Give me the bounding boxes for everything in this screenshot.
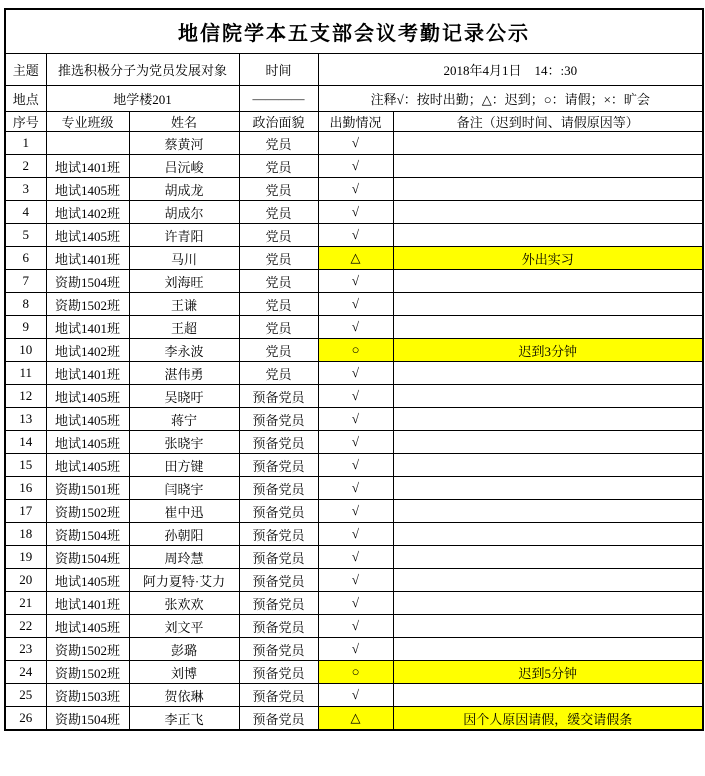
attendance-sheet (4, 8, 704, 731)
attendance-cell: △ (318, 707, 393, 731)
row-number-cell: 8 (5, 293, 46, 316)
remark-cell: 迟到3分钟 (393, 339, 703, 362)
row-number-cell: 1 (5, 132, 46, 155)
row-number-cell: 10 (5, 339, 46, 362)
name-cell: 蒋宁 (129, 408, 239, 431)
class-cell: 地试1405班 (46, 431, 129, 454)
attendance-cell: √ (318, 155, 393, 178)
col-header-name: 姓名 (129, 112, 239, 132)
remark-cell (393, 615, 703, 638)
remark-cell (393, 523, 703, 546)
class-cell: 地试1405班 (46, 615, 129, 638)
row-number-cell: 16 (5, 477, 46, 500)
table-row (5, 408, 703, 431)
class-cell: 地试1405班 (46, 454, 129, 477)
attendance-cell: √ (318, 132, 393, 155)
remark-cell (393, 270, 703, 293)
page-title: 地信院学本五支部会议考勤记录公示 (5, 9, 703, 54)
political-status-cell: 党员 (239, 132, 318, 155)
table-row (5, 477, 703, 500)
attendance-cell: √ (318, 615, 393, 638)
table-row (5, 638, 703, 661)
political-status-cell: 预备党员 (239, 431, 318, 454)
table-row (5, 546, 703, 569)
name-cell: 吕沅峻 (129, 155, 239, 178)
table-row (5, 201, 703, 224)
name-cell: 贺依琳 (129, 684, 239, 707)
table-row (5, 431, 703, 454)
table-row (5, 132, 703, 155)
political-status-cell: 预备党员 (239, 546, 318, 569)
name-cell: 胡成龙 (129, 178, 239, 201)
remark-cell (393, 201, 703, 224)
row-number-cell: 14 (5, 431, 46, 454)
table-row (5, 569, 703, 592)
row-number-cell: 21 (5, 592, 46, 615)
table-row (5, 316, 703, 339)
row-number-cell: 20 (5, 569, 46, 592)
political-status-cell: 预备党员 (239, 707, 318, 731)
attendance-table (4, 8, 704, 731)
attendance-cell: √ (318, 316, 393, 339)
remark-cell (393, 569, 703, 592)
political-status-cell: 党员 (239, 201, 318, 224)
row-number-cell: 13 (5, 408, 46, 431)
row-number-cell: 6 (5, 247, 46, 270)
name-cell: 蔡黄河 (129, 132, 239, 155)
row-number-cell: 24 (5, 661, 46, 684)
table-row (5, 523, 703, 546)
class-cell: 资勘1502班 (46, 293, 129, 316)
remark-cell (393, 454, 703, 477)
table-row (5, 247, 703, 270)
table-row (5, 270, 703, 293)
col-header-remark: 备注（迟到时间、请假原因等） (393, 112, 703, 132)
table-row (5, 178, 703, 201)
table-row (5, 454, 703, 477)
name-cell: 彭璐 (129, 638, 239, 661)
location-legend-row (5, 86, 703, 112)
row-number-cell: 22 (5, 615, 46, 638)
class-cell: 地试1402班 (46, 201, 129, 224)
name-cell: 李永波 (129, 339, 239, 362)
row-number-cell: 9 (5, 316, 46, 339)
table-row (5, 293, 703, 316)
table-row (5, 661, 703, 684)
political-status-cell: 党员 (239, 178, 318, 201)
row-number-cell: 26 (5, 707, 46, 731)
attendance-cell: √ (318, 293, 393, 316)
table-row (5, 339, 703, 362)
name-cell: 张晓宇 (129, 431, 239, 454)
row-number-cell: 17 (5, 500, 46, 523)
political-status-cell: 预备党员 (239, 500, 318, 523)
class-cell: 资勘1504班 (46, 523, 129, 546)
remark-cell (393, 293, 703, 316)
remark-cell (393, 316, 703, 339)
class-cell: 资勘1504班 (46, 707, 129, 731)
political-status-cell: 预备党员 (239, 454, 318, 477)
name-cell: 张欢欢 (129, 592, 239, 615)
row-number-cell: 23 (5, 638, 46, 661)
time-label: 时间 (239, 54, 318, 86)
class-cell: 资勘1504班 (46, 270, 129, 293)
political-status-cell: 党员 (239, 293, 318, 316)
table-row (5, 224, 703, 247)
attendance-cell: √ (318, 638, 393, 661)
attendance-cell: √ (318, 569, 393, 592)
political-status-cell: 预备党员 (239, 477, 318, 500)
name-cell: 刘文平 (129, 615, 239, 638)
political-status-cell: 党员 (239, 155, 318, 178)
remark-cell (393, 362, 703, 385)
attendance-cell: △ (318, 247, 393, 270)
attendance-rows (5, 132, 703, 731)
remark-cell (393, 638, 703, 661)
attendance-cell: √ (318, 224, 393, 247)
attendance-cell: √ (318, 454, 393, 477)
name-cell: 马川 (129, 247, 239, 270)
name-cell: 刘博 (129, 661, 239, 684)
remark-cell (393, 224, 703, 247)
table-row (5, 615, 703, 638)
remark-cell (393, 385, 703, 408)
class-cell: 地试1405班 (46, 178, 129, 201)
remark-cell (393, 477, 703, 500)
name-cell: 吴晓吁 (129, 385, 239, 408)
attendance-cell: √ (318, 592, 393, 615)
remark-cell (393, 500, 703, 523)
political-status-cell: 党员 (239, 247, 318, 270)
row-number-cell: 4 (5, 201, 46, 224)
attendance-cell: √ (318, 500, 393, 523)
name-cell: 周玲慧 (129, 546, 239, 569)
political-status-cell: 预备党员 (239, 385, 318, 408)
row-number-cell: 25 (5, 684, 46, 707)
name-cell: 李正飞 (129, 707, 239, 731)
attendance-cell: ○ (318, 339, 393, 362)
class-cell: 资勘1504班 (46, 546, 129, 569)
remark-cell (393, 132, 703, 155)
name-cell: 闫晓宇 (129, 477, 239, 500)
subject-value: 推选积极分子为党员发展对象 (46, 54, 239, 86)
location-label: 地点 (5, 86, 46, 112)
name-cell: 刘海旺 (129, 270, 239, 293)
table-row (5, 155, 703, 178)
remark-cell (393, 155, 703, 178)
attendance-cell: √ (318, 477, 393, 500)
class-cell: 地试1402班 (46, 339, 129, 362)
attendance-cell: √ (318, 178, 393, 201)
attendance-cell: √ (318, 408, 393, 431)
political-status-cell: 预备党员 (239, 569, 318, 592)
row-number-cell: 2 (5, 155, 46, 178)
political-status-cell: 党员 (239, 224, 318, 247)
name-cell: 许青阳 (129, 224, 239, 247)
row-number-cell: 3 (5, 178, 46, 201)
col-header-attendance: 出勤情况 (318, 112, 393, 132)
attendance-cell: √ (318, 270, 393, 293)
name-cell: 崔中迅 (129, 500, 239, 523)
political-status-cell: 党员 (239, 339, 318, 362)
political-status-cell: 党员 (239, 362, 318, 385)
remark-cell (393, 684, 703, 707)
col-header-political-status: 政治面貌 (239, 112, 318, 132)
table-row (5, 500, 703, 523)
row-number-cell: 7 (5, 270, 46, 293)
remark-cell (393, 431, 703, 454)
name-cell: 王谦 (129, 293, 239, 316)
political-status-cell: 预备党员 (239, 638, 318, 661)
attendance-cell: √ (318, 523, 393, 546)
class-cell: 地试1401班 (46, 155, 129, 178)
attendance-cell: ○ (318, 661, 393, 684)
table-row (5, 385, 703, 408)
table-row (5, 592, 703, 615)
row-number-cell: 15 (5, 454, 46, 477)
class-cell: 地试1401班 (46, 362, 129, 385)
name-cell: 湛伟勇 (129, 362, 239, 385)
row-number-cell: 12 (5, 385, 46, 408)
political-status-cell: 党员 (239, 316, 318, 339)
class-cell: 资勘1501班 (46, 477, 129, 500)
remark-cell: 因个人原因请假，缓交请假条 (393, 707, 703, 731)
name-cell: 胡成尔 (129, 201, 239, 224)
subject-time-row (5, 54, 703, 86)
row-number-cell: 5 (5, 224, 46, 247)
remark-cell (393, 408, 703, 431)
attendance-cell: √ (318, 201, 393, 224)
legend-text: 注释√：按时出勤；△：迟到；○：请假；×：旷会 (318, 86, 703, 112)
political-status-cell: 预备党员 (239, 592, 318, 615)
row-number-cell: 18 (5, 523, 46, 546)
name-cell: 田方键 (129, 454, 239, 477)
class-cell: 地试1405班 (46, 385, 129, 408)
political-status-cell: 预备党员 (239, 615, 318, 638)
attendance-cell: √ (318, 362, 393, 385)
class-cell: 地试1405班 (46, 408, 129, 431)
class-cell: 资勘1502班 (46, 661, 129, 684)
class-cell: 资勘1502班 (46, 500, 129, 523)
attendance-cell: √ (318, 546, 393, 569)
column-header-row (5, 112, 703, 132)
name-cell: 阿力夏特·艾力 (129, 569, 239, 592)
table-row (5, 362, 703, 385)
class-cell (46, 132, 129, 155)
class-cell: 资勘1502班 (46, 638, 129, 661)
row-number-cell: 19 (5, 546, 46, 569)
time-value: 2018年4月1日 14：:30 (318, 54, 703, 86)
attendance-cell: √ (318, 385, 393, 408)
class-cell: 地试1401班 (46, 247, 129, 270)
col-header-class: 专业班级 (46, 112, 129, 132)
attendance-cell: √ (318, 684, 393, 707)
political-status-cell: 党员 (239, 270, 318, 293)
remark-cell (393, 178, 703, 201)
political-status-cell: 预备党员 (239, 523, 318, 546)
class-cell: 地试1401班 (46, 592, 129, 615)
political-status-cell: 预备党员 (239, 661, 318, 684)
class-cell: 资勘1503班 (46, 684, 129, 707)
class-cell: 地试1405班 (46, 224, 129, 247)
remark-cell: 外出实习 (393, 247, 703, 270)
class-cell: 地试1401班 (46, 316, 129, 339)
table-row (5, 707, 703, 731)
col-header-index: 序号 (5, 112, 46, 132)
political-status-cell: 预备党员 (239, 408, 318, 431)
attendance-cell: √ (318, 431, 393, 454)
location-value: 地学楼201 (46, 86, 239, 112)
name-cell: 王超 (129, 316, 239, 339)
title-row (5, 9, 703, 54)
remark-cell: 迟到5分钟 (393, 661, 703, 684)
row-number-cell: 11 (5, 362, 46, 385)
subject-label: 主题 (5, 54, 46, 86)
remark-cell (393, 592, 703, 615)
table-row (5, 684, 703, 707)
name-cell: 孙朝阳 (129, 523, 239, 546)
class-cell: 地试1405班 (46, 569, 129, 592)
time-dashes: ———— (239, 86, 318, 112)
remark-cell (393, 546, 703, 569)
political-status-cell: 预备党员 (239, 684, 318, 707)
